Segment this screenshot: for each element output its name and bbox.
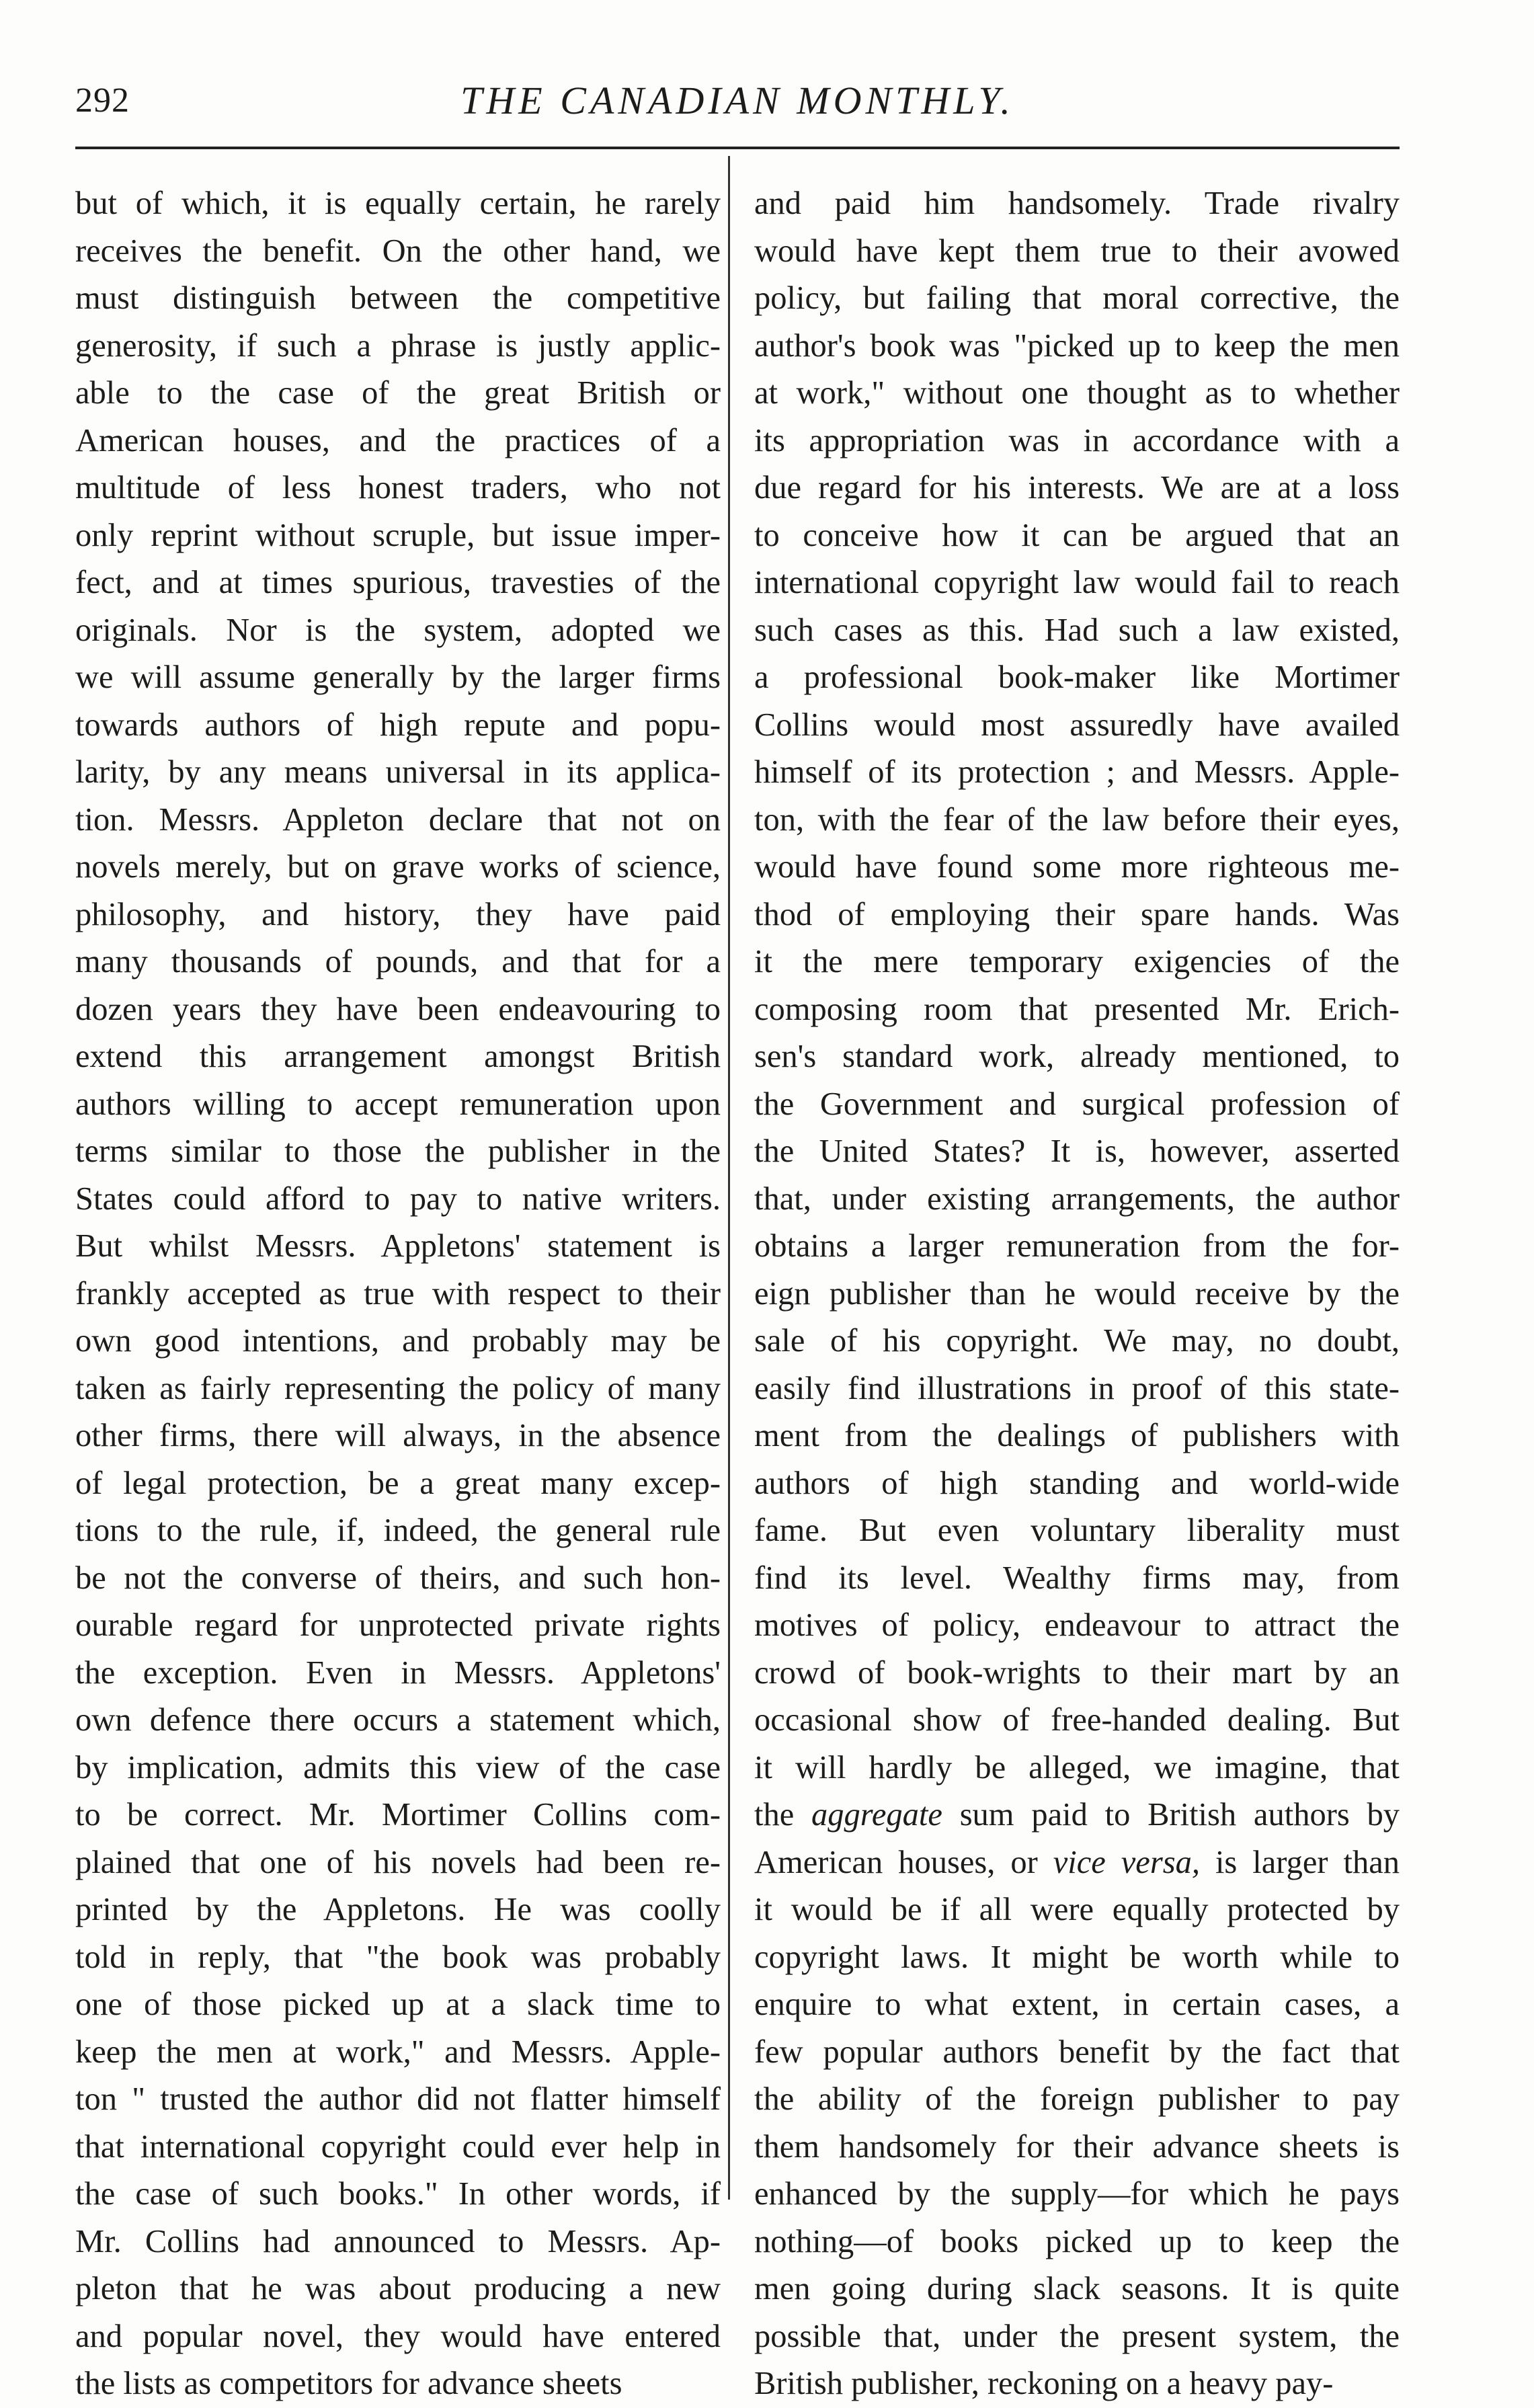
text-line: one of those picked up at a slack time to <box>75 1986 721 2022</box>
text-line: and popular novel, they would have entered <box>75 2318 721 2354</box>
text-line: American houses, and the practices of a <box>75 422 721 458</box>
italic-term: aggregate <box>811 1797 942 1833</box>
text-line: to conceive how it can be argued that an <box>754 517 1400 553</box>
text-segment: the <box>754 1797 812 1833</box>
text-line: such cases as this. Had such a law existed, <box>754 612 1400 648</box>
text-line: pleton that he was about producing a new <box>75 2271 721 2306</box>
text-line: possible that, under the present system, the <box>754 2318 1400 2354</box>
text-line: authors willing to accept remuneration upon <box>75 1086 721 1122</box>
text-line: sen's standard work, already mentioned, to <box>754 1039 1400 1074</box>
text-line: receives the benefit. On the other hand, we <box>75 233 721 269</box>
text-line: enhanced by the supply—for which he pays <box>754 2176 1400 2212</box>
text-line: of legal protection, be a great many excep- <box>75 1465 721 1501</box>
text-line: the ability of the foreign publisher to pay <box>754 2081 1400 2117</box>
text-line: due regard for his interests. We are at a loss <box>754 470 1400 506</box>
text-line: ourable regard for unprotected private rights <box>75 1607 721 1643</box>
text-line: would have found some more righteous me- <box>754 849 1400 885</box>
text-line: himself of its protection ; and Messrs. Apple- <box>754 754 1400 790</box>
text-segment: sum paid to British authors by <box>942 1797 1400 1833</box>
text-line: and paid him handsomely. Trade rivalry <box>754 186 1400 221</box>
text-line: ton " trusted the author did not flatter himself <box>75 2081 721 2117</box>
text-line: other firms, there will always, in the absence <box>75 1418 721 1453</box>
text-line: the United States? It is, however, asserted <box>754 1133 1400 1169</box>
text-line: to be correct. Mr. Mortimer Collins com- <box>75 1797 721 1833</box>
text-line: must distinguish between the competitive <box>75 280 721 316</box>
text-line: its appropriation was in accordance with a <box>754 422 1400 458</box>
text-line: extend this arrangement amongst British <box>75 1039 721 1074</box>
text-line: easily find illustrations in proof of this state- <box>754 1370 1400 1406</box>
text-line: But whilst Messrs. Appletons' statement is <box>75 1228 721 1264</box>
text-line: taken as fairly representing the policy of many <box>75 1370 721 1406</box>
italic-term: vice versa, <box>1053 1844 1200 1880</box>
text-line: but of which, it is equally certain, he rarely <box>75 186 721 221</box>
text-line: a professional book-maker like Mortimer <box>754 659 1400 695</box>
text-line: thod of employing their spare hands. Was <box>754 896 1400 932</box>
page-number: 292 <box>75 81 130 120</box>
text-line: authors of high standing and world-wide <box>754 1465 1400 1501</box>
text-line: multitude of less honest traders, who not <box>75 470 721 506</box>
text-line: ton, with the fear of the law before their eyes, <box>754 801 1400 838</box>
left-column <box>75 180 721 2401</box>
text-line: States could afford to pay to native writers. <box>75 1180 721 1217</box>
text-line <box>754 1839 1400 1887</box>
text-line: eign publisher than he would receive by the <box>754 1275 1400 1312</box>
text-line: be not the converse of theirs, and such hon- <box>75 1560 721 1596</box>
text-line: obtains a larger remuneration from the for- <box>754 1228 1400 1264</box>
text-line: find its level. Wealthy firms may, from <box>754 1560 1400 1596</box>
text-segment: is larger than <box>1199 1844 1400 1880</box>
text-line: it would be if all were equally protected by <box>754 1892 1400 1927</box>
text-line: keep the men at work," and Messrs. Apple- <box>75 2034 721 2070</box>
text-line: that international copyright could ever help in <box>75 2128 721 2165</box>
text-line: men going during slack seasons. It is quite <box>754 2271 1400 2306</box>
text-line: composing room that presented Mr. Erich- <box>754 991 1400 1027</box>
text-line: few popular authors benefit by the fact that <box>754 2034 1400 2070</box>
text-line: them handsomely for their advance sheets is <box>754 2128 1400 2165</box>
text-line: philosophy, and history, they have paid <box>75 896 721 932</box>
text-line: fect, and at times spurious, travesties of the <box>75 565 721 600</box>
text-line: we will assume generally by the larger firms <box>75 659 721 695</box>
text-line: tion. Messrs. Appleton declare that not on <box>75 801 721 838</box>
text-line: Mr. Collins had announced to Messrs. Ap- <box>75 2223 721 2259</box>
text-line: by implication, admits this view of the case <box>75 1749 721 1785</box>
header-rule <box>75 147 1400 149</box>
text-line: able to the case of the great British or <box>75 375 721 411</box>
text-line: many thousands of pounds, and that for a <box>75 944 721 979</box>
text-line: copyright laws. It might be worth while to <box>754 1939 1400 1975</box>
text-line: policy, but failing that moral corrective, the <box>754 280 1400 316</box>
text-line: Collins would most assuredly have availed <box>754 707 1400 743</box>
page-header <box>75 75 1400 129</box>
running-title: THE CANADIAN MONTHLY. <box>460 79 1014 122</box>
text-line: terms similar to those the publisher in the <box>75 1133 721 1169</box>
text-line: own defence there occurs a statement which, <box>75 1702 721 1738</box>
text-line: fame. But even voluntary liberality must <box>754 1513 1400 1548</box>
text-line: that, under existing arrangements, the author <box>754 1180 1400 1217</box>
text-line: plained that one of his novels had been re- <box>75 1844 721 1880</box>
text-line: occasional show of free-handed dealing. But <box>754 1702 1400 1738</box>
text-line: the case of such books." In other words, if <box>75 2176 721 2212</box>
text-line: tions to the rule, if, indeed, the general rule <box>75 1513 721 1548</box>
text-line: larity, by any means universal in its applica- <box>75 754 721 790</box>
text-line: international copyright law would fail to reach <box>754 565 1400 600</box>
text-line: towards authors of high repute and popu- <box>75 707 721 743</box>
right-column <box>754 180 1400 2401</box>
text-line: motives of policy, endeavour to attract the <box>754 1607 1400 1643</box>
column-divider <box>728 156 730 2200</box>
text-line: own good intentions, and probably may be <box>75 1323 721 1359</box>
text-line: the lists as competitors for advance sheets <box>75 2366 622 2401</box>
text-line: would have kept them true to their avowed <box>754 233 1400 269</box>
text-line: the Government and surgical profession of <box>754 1086 1400 1122</box>
text-line: novels merely, but on grave works of science, <box>75 849 721 885</box>
text-line: enquire to what extent, in certain cases, a <box>754 1986 1400 2022</box>
text-line: told in reply, that "the book was probably <box>75 1939 721 1975</box>
text-line: originals. Nor is the system, adopted we <box>75 612 721 648</box>
text-line: it will hardly be alleged, we imagine, that <box>754 1749 1400 1785</box>
text-segment: American houses, or <box>754 1844 1053 1880</box>
text-line: generosity, if such a phrase is justly applic- <box>75 327 721 364</box>
text-line: British publisher, reckoning on a heavy pay- <box>754 2366 1334 2401</box>
text-line: nothing—of books picked up to keep the <box>754 2223 1400 2259</box>
text-line <box>754 1792 1400 1839</box>
text-line: it the mere temporary exigencies of the <box>754 944 1400 979</box>
text-line: at work," without one thought as to whether <box>754 375 1400 411</box>
text-line: sale of his copyright. We may, no doubt, <box>754 1323 1400 1359</box>
text-line: the exception. Even in Messrs. Appletons' <box>75 1654 721 1691</box>
text-line: crowd of book-wrights to their mart by an <box>754 1654 1400 1691</box>
text-line: printed by the Appletons. He was coolly <box>75 1892 721 1927</box>
text-line: ment from the dealings of publishers with <box>754 1418 1400 1453</box>
text-line: frankly accepted as true with respect to their <box>75 1275 721 1312</box>
text-line: only reprint without scruple, but issue imper- <box>75 517 721 553</box>
text-line: author's book was "picked up to keep the men <box>754 327 1400 364</box>
text-line: dozen years they have been endeavouring to <box>75 991 721 1027</box>
